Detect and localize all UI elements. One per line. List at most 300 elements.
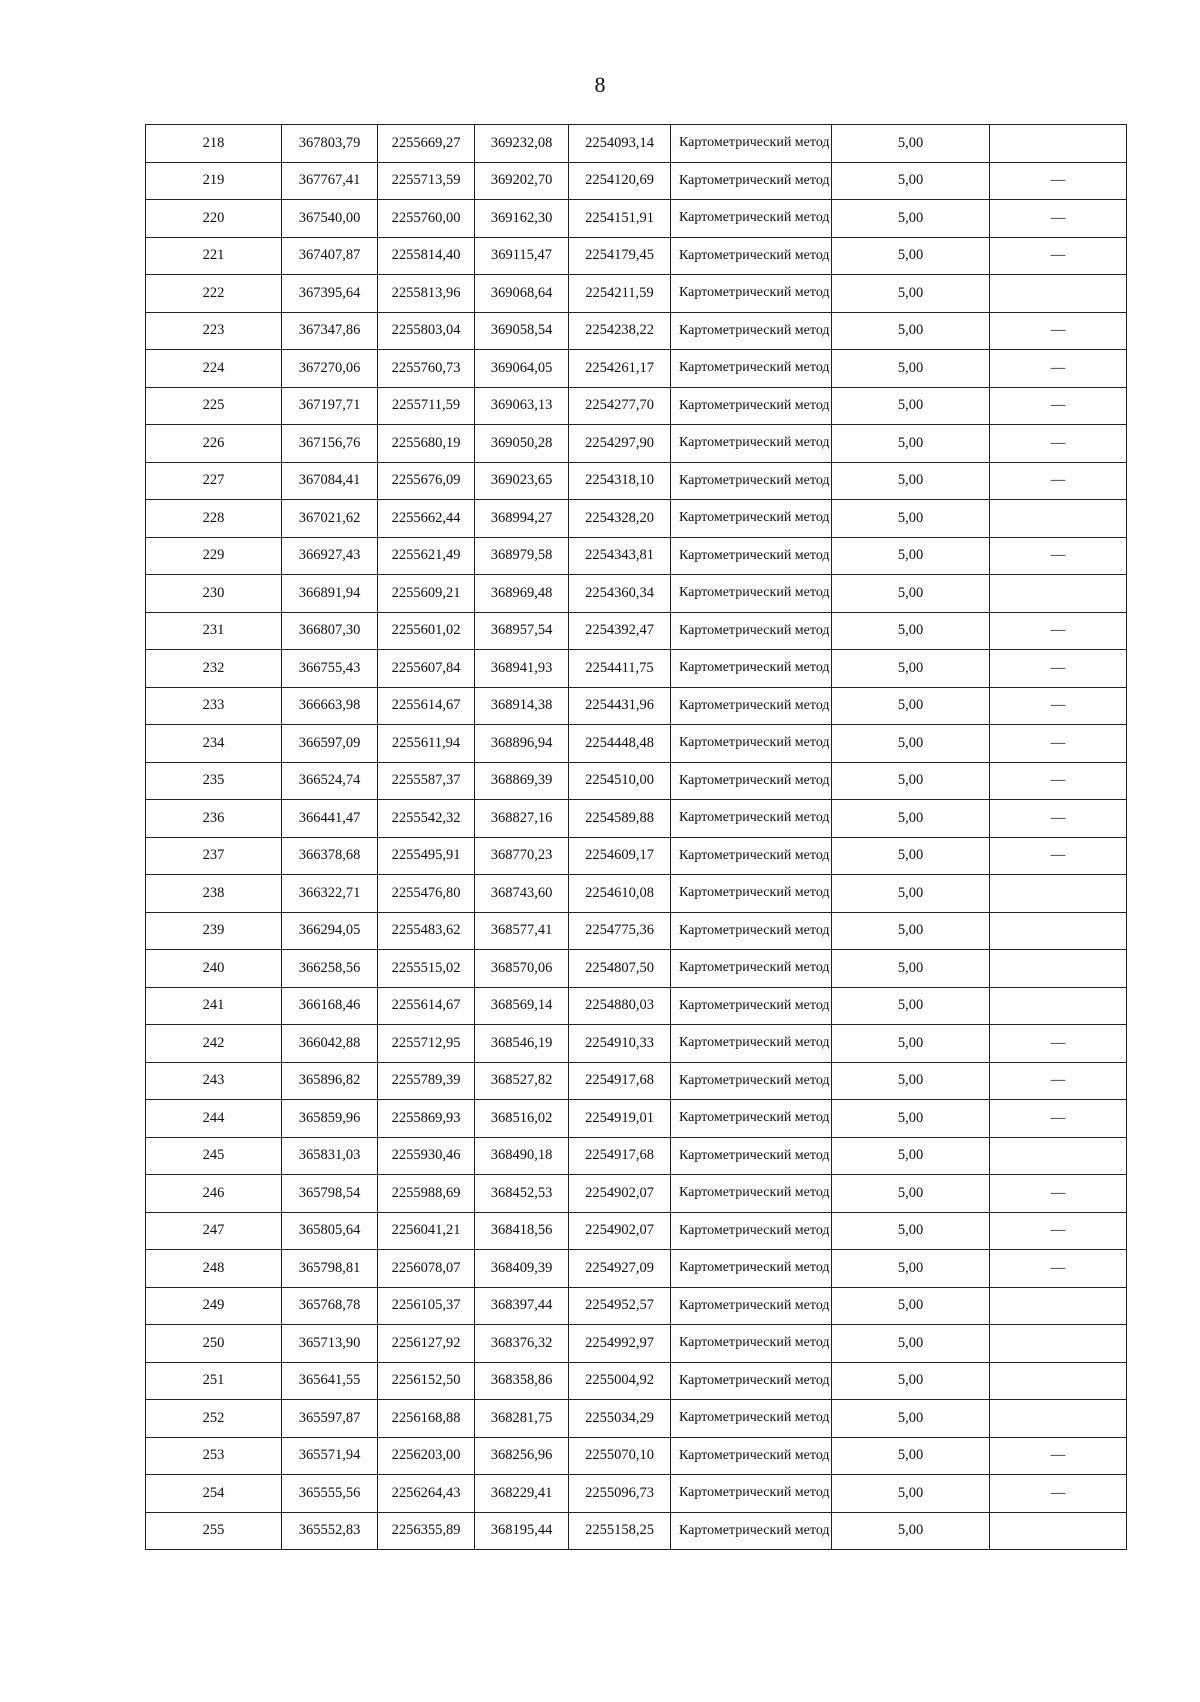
accuracy-cell: 5,00	[832, 537, 990, 575]
table-row	[146, 537, 1127, 575]
note-cell: —	[990, 1025, 1127, 1063]
y2-cell: 2254277,70	[569, 387, 671, 425]
x2-cell: 368281,75	[475, 1400, 569, 1438]
y1-cell: 2255760,73	[378, 350, 475, 388]
x2-cell: 368743,60	[475, 875, 569, 913]
x2-cell: 368770,23	[475, 837, 569, 875]
accuracy-cell: 5,00	[832, 1137, 990, 1175]
table-row	[146, 1250, 1127, 1288]
x1-cell: 366524,74	[282, 762, 378, 800]
y1-cell: 2255713,59	[378, 162, 475, 200]
point-number-cell: 250	[146, 1325, 282, 1363]
method-cell: Картометрический метод	[671, 950, 832, 988]
point-number-cell: 253	[146, 1437, 282, 1475]
method-cell: Картометрический метод	[671, 500, 832, 538]
point-number-cell: 240	[146, 950, 282, 988]
y1-cell: 2255669,27	[378, 125, 475, 163]
x2-cell: 368229,41	[475, 1475, 569, 1513]
point-number-cell: 254	[146, 1475, 282, 1513]
accuracy-cell: 5,00	[832, 612, 990, 650]
coordinates-table	[145, 124, 1127, 1550]
y1-cell: 2255515,02	[378, 950, 475, 988]
table-row	[146, 725, 1127, 763]
method-cell: Картометрический метод	[671, 1362, 832, 1400]
x1-cell: 367197,71	[282, 387, 378, 425]
table-row	[146, 1325, 1127, 1363]
x1-cell: 367395,64	[282, 275, 378, 313]
y1-cell: 2255803,04	[378, 312, 475, 350]
accuracy-cell: 5,00	[832, 1025, 990, 1063]
table-row	[146, 1475, 1127, 1513]
note-cell	[990, 500, 1127, 538]
accuracy-cell: 5,00	[832, 1512, 990, 1550]
table-row	[146, 1512, 1127, 1550]
point-number-cell: 219	[146, 162, 282, 200]
point-number-cell: 248	[146, 1250, 282, 1288]
method-cell: Картометрический метод	[671, 1062, 832, 1100]
y2-cell: 2254609,17	[569, 837, 671, 875]
note-cell: —	[990, 425, 1127, 463]
y2-cell: 2254902,07	[569, 1212, 671, 1250]
x2-cell: 368569,14	[475, 987, 569, 1025]
accuracy-cell: 5,00	[832, 762, 990, 800]
method-cell: Картометрический метод	[671, 1287, 832, 1325]
accuracy-cell: 5,00	[832, 200, 990, 238]
y2-cell: 2255158,25	[569, 1512, 671, 1550]
accuracy-cell: 5,00	[832, 1437, 990, 1475]
y1-cell: 2256152,50	[378, 1362, 475, 1400]
point-number-cell: 223	[146, 312, 282, 350]
method-cell: Картометрический метод	[671, 1250, 832, 1288]
accuracy-cell: 5,00	[832, 1062, 990, 1100]
x2-cell: 368896,94	[475, 725, 569, 763]
note-cell: —	[990, 537, 1127, 575]
note-cell: —	[990, 687, 1127, 725]
table-row	[146, 987, 1127, 1025]
point-number-cell: 228	[146, 500, 282, 538]
point-number-cell: 220	[146, 200, 282, 238]
y1-cell: 2255814,40	[378, 237, 475, 275]
point-number-cell: 246	[146, 1175, 282, 1213]
accuracy-cell: 5,00	[832, 1325, 990, 1363]
table-row	[146, 200, 1127, 238]
note-cell	[990, 125, 1127, 163]
y2-cell: 2254448,48	[569, 725, 671, 763]
point-number-cell: 221	[146, 237, 282, 275]
x2-cell: 369232,08	[475, 125, 569, 163]
point-number-cell: 238	[146, 875, 282, 913]
accuracy-cell: 5,00	[832, 1475, 990, 1513]
page-number: 8	[594, 72, 606, 97]
x2-cell: 369068,64	[475, 275, 569, 313]
y2-cell: 2255004,92	[569, 1362, 671, 1400]
y2-cell: 2254120,69	[569, 162, 671, 200]
x1-cell: 367156,76	[282, 425, 378, 463]
table-row	[146, 275, 1127, 313]
y1-cell: 2255813,96	[378, 275, 475, 313]
y2-cell: 2254297,90	[569, 425, 671, 463]
y2-cell: 2254211,59	[569, 275, 671, 313]
y2-cell: 2255070,10	[569, 1437, 671, 1475]
table-row	[146, 1025, 1127, 1063]
y2-cell: 2254261,17	[569, 350, 671, 388]
y1-cell: 2255662,44	[378, 500, 475, 538]
point-number-cell: 252	[146, 1400, 282, 1438]
note-cell: —	[990, 762, 1127, 800]
method-cell: Картометрический метод	[671, 1437, 832, 1475]
table-row	[146, 1287, 1127, 1325]
x2-cell: 368914,38	[475, 687, 569, 725]
table-row	[146, 800, 1127, 838]
x1-cell: 366378,68	[282, 837, 378, 875]
point-number-cell: 226	[146, 425, 282, 463]
method-cell: Картометрический метод	[671, 425, 832, 463]
accuracy-cell: 5,00	[832, 837, 990, 875]
accuracy-cell: 5,00	[832, 1287, 990, 1325]
y2-cell: 2254902,07	[569, 1175, 671, 1213]
note-cell	[990, 275, 1127, 313]
y2-cell: 2254610,08	[569, 875, 671, 913]
y1-cell: 2255614,67	[378, 987, 475, 1025]
y2-cell: 2254179,45	[569, 237, 671, 275]
method-cell: Картометрический метод	[671, 387, 832, 425]
method-cell: Картометрический метод	[671, 800, 832, 838]
accuracy-cell: 5,00	[832, 912, 990, 950]
x2-cell: 368827,16	[475, 800, 569, 838]
x1-cell: 366927,43	[282, 537, 378, 575]
y1-cell: 2255712,95	[378, 1025, 475, 1063]
table-row	[146, 912, 1127, 950]
x1-cell: 367021,62	[282, 500, 378, 538]
method-cell: Картометрический метод	[671, 200, 832, 238]
table-row	[146, 162, 1127, 200]
x1-cell: 365552,83	[282, 1512, 378, 1550]
x2-cell: 369115,47	[475, 237, 569, 275]
point-number-cell: 218	[146, 125, 282, 163]
table-row	[146, 1100, 1127, 1138]
y1-cell: 2255611,94	[378, 725, 475, 763]
note-cell	[990, 1325, 1127, 1363]
y2-cell: 2254927,09	[569, 1250, 671, 1288]
accuracy-cell: 5,00	[832, 875, 990, 913]
y2-cell: 2254917,68	[569, 1137, 671, 1175]
coordinates-table-body	[146, 125, 1127, 1550]
y1-cell: 2256203,00	[378, 1437, 475, 1475]
x1-cell: 367407,87	[282, 237, 378, 275]
table-row	[146, 1362, 1127, 1400]
y2-cell: 2254952,57	[569, 1287, 671, 1325]
x1-cell: 366322,71	[282, 875, 378, 913]
x2-cell: 368969,48	[475, 575, 569, 613]
note-cell	[990, 575, 1127, 613]
point-number-cell: 234	[146, 725, 282, 763]
y2-cell: 2254318,10	[569, 462, 671, 500]
table-row	[146, 1137, 1127, 1175]
method-cell: Картометрический метод	[671, 1137, 832, 1175]
method-cell: Картометрический метод	[671, 1100, 832, 1138]
y1-cell: 2255614,67	[378, 687, 475, 725]
y1-cell: 2255789,39	[378, 1062, 475, 1100]
note-cell	[990, 1137, 1127, 1175]
x2-cell: 368527,82	[475, 1062, 569, 1100]
method-cell: Картометрический метод	[671, 350, 832, 388]
table-row	[146, 1437, 1127, 1475]
point-number-cell: 229	[146, 537, 282, 575]
method-cell: Картометрический метод	[671, 275, 832, 313]
note-cell	[990, 1287, 1127, 1325]
table-row	[146, 237, 1127, 275]
y1-cell: 2255869,93	[378, 1100, 475, 1138]
x2-cell: 368418,56	[475, 1212, 569, 1250]
x2-cell: 368397,44	[475, 1287, 569, 1325]
table-row	[146, 1212, 1127, 1250]
note-cell: —	[990, 200, 1127, 238]
x2-cell: 369050,28	[475, 425, 569, 463]
table-row	[146, 575, 1127, 613]
accuracy-cell: 5,00	[832, 500, 990, 538]
table-row	[146, 425, 1127, 463]
method-cell: Картометрический метод	[671, 1512, 832, 1550]
accuracy-cell: 5,00	[832, 800, 990, 838]
x1-cell: 367803,79	[282, 125, 378, 163]
x1-cell: 366891,94	[282, 575, 378, 613]
x1-cell: 366042,88	[282, 1025, 378, 1063]
method-cell: Картометрический метод	[671, 612, 832, 650]
method-cell: Картометрический метод	[671, 1212, 832, 1250]
x1-cell: 365859,96	[282, 1100, 378, 1138]
x2-cell: 368994,27	[475, 500, 569, 538]
x1-cell: 367347,86	[282, 312, 378, 350]
point-number-cell: 232	[146, 650, 282, 688]
y2-cell: 2254431,96	[569, 687, 671, 725]
point-number-cell: 242	[146, 1025, 282, 1063]
y2-cell: 2254917,68	[569, 1062, 671, 1100]
x1-cell: 365768,78	[282, 1287, 378, 1325]
y2-cell: 2254589,88	[569, 800, 671, 838]
x1-cell: 365798,54	[282, 1175, 378, 1213]
y2-cell: 2254093,14	[569, 125, 671, 163]
method-cell: Картометрический метод	[671, 650, 832, 688]
x1-cell: 365713,90	[282, 1325, 378, 1363]
note-cell	[990, 912, 1127, 950]
note-cell: —	[990, 1437, 1127, 1475]
y2-cell: 2255034,29	[569, 1400, 671, 1438]
method-cell: Картометрический метод	[671, 725, 832, 763]
point-number-cell: 222	[146, 275, 282, 313]
y2-cell: 2254238,22	[569, 312, 671, 350]
x1-cell: 366597,09	[282, 725, 378, 763]
accuracy-cell: 5,00	[832, 237, 990, 275]
accuracy-cell: 5,00	[832, 1250, 990, 1288]
point-number-cell: 237	[146, 837, 282, 875]
table-row	[146, 837, 1127, 875]
x1-cell: 366294,05	[282, 912, 378, 950]
y1-cell: 2256127,92	[378, 1325, 475, 1363]
accuracy-cell: 5,00	[832, 1362, 990, 1400]
note-cell	[990, 1400, 1127, 1438]
x1-cell: 367767,41	[282, 162, 378, 200]
note-cell	[990, 875, 1127, 913]
x2-cell: 369202,70	[475, 162, 569, 200]
accuracy-cell: 5,00	[832, 650, 990, 688]
method-cell: Картометрический метод	[671, 687, 832, 725]
x1-cell: 367540,00	[282, 200, 378, 238]
x2-cell: 369064,05	[475, 350, 569, 388]
method-cell: Картометрический метод	[671, 987, 832, 1025]
y2-cell: 2254880,03	[569, 987, 671, 1025]
table-row	[146, 875, 1127, 913]
point-number-cell: 255	[146, 1512, 282, 1550]
x1-cell: 365831,03	[282, 1137, 378, 1175]
point-number-cell: 224	[146, 350, 282, 388]
table-row	[146, 1062, 1127, 1100]
x2-cell: 368256,96	[475, 1437, 569, 1475]
x2-cell: 368490,18	[475, 1137, 569, 1175]
y1-cell: 2256168,88	[378, 1400, 475, 1438]
accuracy-cell: 5,00	[832, 987, 990, 1025]
note-cell: —	[990, 387, 1127, 425]
y1-cell: 2255760,00	[378, 200, 475, 238]
note-cell: —	[990, 350, 1127, 388]
method-cell: Картометрический метод	[671, 1025, 832, 1063]
note-cell: —	[990, 462, 1127, 500]
note-cell: —	[990, 162, 1127, 200]
x1-cell: 366441,47	[282, 800, 378, 838]
x1-cell: 365555,56	[282, 1475, 378, 1513]
x2-cell: 368195,44	[475, 1512, 569, 1550]
table-row	[146, 1400, 1127, 1438]
y2-cell: 2254910,33	[569, 1025, 671, 1063]
table-row	[146, 312, 1127, 350]
note-cell: —	[990, 1062, 1127, 1100]
method-cell: Картометрический метод	[671, 837, 832, 875]
method-cell: Картометрический метод	[671, 875, 832, 913]
accuracy-cell: 5,00	[832, 1175, 990, 1213]
note-cell: —	[990, 612, 1127, 650]
x1-cell: 366258,56	[282, 950, 378, 988]
y1-cell: 2255711,59	[378, 387, 475, 425]
method-cell: Картометрический метод	[671, 912, 832, 950]
table-row	[146, 612, 1127, 650]
point-number-cell: 236	[146, 800, 282, 838]
method-cell: Картометрический метод	[671, 575, 832, 613]
x2-cell: 369058,54	[475, 312, 569, 350]
accuracy-cell: 5,00	[832, 162, 990, 200]
note-cell: —	[990, 1475, 1127, 1513]
note-cell	[990, 950, 1127, 988]
point-number-cell: 243	[146, 1062, 282, 1100]
y1-cell: 2255609,21	[378, 575, 475, 613]
point-number-cell: 233	[146, 687, 282, 725]
accuracy-cell: 5,00	[832, 1212, 990, 1250]
x2-cell: 368869,39	[475, 762, 569, 800]
note-cell	[990, 987, 1127, 1025]
y1-cell: 2256105,37	[378, 1287, 475, 1325]
y1-cell: 2256078,07	[378, 1250, 475, 1288]
note-cell: —	[990, 837, 1127, 875]
x1-cell: 365571,94	[282, 1437, 378, 1475]
x2-cell: 368376,32	[475, 1325, 569, 1363]
x2-cell: 369063,13	[475, 387, 569, 425]
y1-cell: 2255476,80	[378, 875, 475, 913]
note-cell: —	[990, 1175, 1127, 1213]
point-number-cell: 239	[146, 912, 282, 950]
x2-cell: 368358,86	[475, 1362, 569, 1400]
accuracy-cell: 5,00	[832, 725, 990, 763]
x2-cell: 368979,58	[475, 537, 569, 575]
x1-cell: 366807,30	[282, 612, 378, 650]
accuracy-cell: 5,00	[832, 575, 990, 613]
table-row	[146, 762, 1127, 800]
note-cell	[990, 1362, 1127, 1400]
x2-cell: 368577,41	[475, 912, 569, 950]
method-cell: Картометрический метод	[671, 1400, 832, 1438]
y1-cell: 2255495,91	[378, 837, 475, 875]
y2-cell: 2254392,47	[569, 612, 671, 650]
y2-cell: 2254360,34	[569, 575, 671, 613]
x1-cell: 365597,87	[282, 1400, 378, 1438]
accuracy-cell: 5,00	[832, 950, 990, 988]
method-cell: Картометрический метод	[671, 762, 832, 800]
y1-cell: 2255542,32	[378, 800, 475, 838]
y2-cell: 2254510,00	[569, 762, 671, 800]
y2-cell: 2255096,73	[569, 1475, 671, 1513]
x1-cell: 365798,81	[282, 1250, 378, 1288]
y1-cell: 2256355,89	[378, 1512, 475, 1550]
accuracy-cell: 5,00	[832, 687, 990, 725]
note-cell: —	[990, 1100, 1127, 1138]
point-number-cell: 235	[146, 762, 282, 800]
method-cell: Картометрический метод	[671, 1175, 832, 1213]
y1-cell: 2255930,46	[378, 1137, 475, 1175]
table-row	[146, 1175, 1127, 1213]
y2-cell: 2254807,50	[569, 950, 671, 988]
method-cell: Картометрический метод	[671, 162, 832, 200]
x1-cell: 366755,43	[282, 650, 378, 688]
accuracy-cell: 5,00	[832, 312, 990, 350]
x2-cell: 368957,54	[475, 612, 569, 650]
point-number-cell: 247	[146, 1212, 282, 1250]
note-cell: —	[990, 1250, 1127, 1288]
table-row	[146, 125, 1127, 163]
y1-cell: 2255483,62	[378, 912, 475, 950]
accuracy-cell: 5,00	[832, 1400, 990, 1438]
y2-cell: 2254328,20	[569, 500, 671, 538]
x1-cell: 367270,06	[282, 350, 378, 388]
point-number-cell: 230	[146, 575, 282, 613]
y2-cell: 2254411,75	[569, 650, 671, 688]
y2-cell: 2254919,01	[569, 1100, 671, 1138]
accuracy-cell: 5,00	[832, 462, 990, 500]
y1-cell: 2255676,09	[378, 462, 475, 500]
method-cell: Картометрический метод	[671, 537, 832, 575]
y1-cell: 2255587,37	[378, 762, 475, 800]
point-number-cell: 251	[146, 1362, 282, 1400]
table-row	[146, 500, 1127, 538]
x1-cell: 366168,46	[282, 987, 378, 1025]
note-cell: —	[990, 237, 1127, 275]
method-cell: Картометрический метод	[671, 237, 832, 275]
note-cell: —	[990, 312, 1127, 350]
y1-cell: 2255988,69	[378, 1175, 475, 1213]
point-number-cell: 244	[146, 1100, 282, 1138]
point-number-cell: 231	[146, 612, 282, 650]
accuracy-cell: 5,00	[832, 275, 990, 313]
x2-cell: 368941,93	[475, 650, 569, 688]
point-number-cell: 245	[146, 1137, 282, 1175]
table-row	[146, 462, 1127, 500]
x2-cell: 369162,30	[475, 200, 569, 238]
